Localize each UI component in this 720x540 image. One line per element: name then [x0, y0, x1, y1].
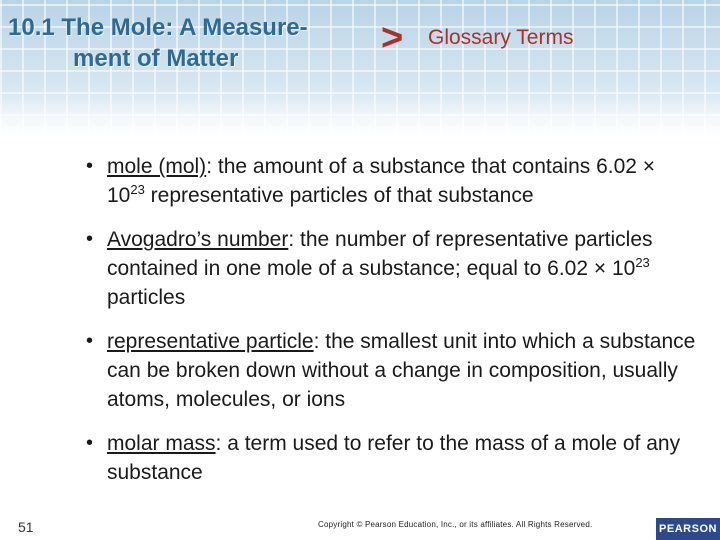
pearson-logo: PEARSON [656, 518, 720, 540]
glossary-definition: : the smallest unit into which a substance can be broken down without a change in composition, usually atoms, molecules, or ions [107, 330, 696, 411]
header-banner [0, 0, 720, 138]
superscript-exponent: 23 [635, 255, 650, 270]
page-number: 51 [18, 519, 34, 535]
glossary-term: representative particle [107, 330, 314, 353]
glossary-term: molar mass [107, 432, 216, 455]
glossary-definition: : the number of representative particles contained in one mole of a substance; equal to 6.02 × 10 [107, 228, 653, 280]
glossary-definition: : a term used to refer to the mass of a mole of any substance [107, 432, 681, 484]
section-title: Glossary Terms [428, 26, 574, 49]
glossary-term: Avogadro’s number [107, 228, 289, 251]
glossary-item [86, 327, 696, 414]
superscript-exponent: 23 [130, 182, 145, 197]
glossary-item [86, 225, 696, 312]
glossary-item [86, 429, 696, 487]
copyright-notice: Copyright © Pearson Education, Inc., or its affiliates. All Rights Reserved. [318, 520, 593, 529]
chevron-right-icon: > [381, 17, 404, 59]
glossary-term: mole (mol) [107, 155, 207, 178]
glossary-definition-end: representative particles of that substance [144, 184, 534, 207]
chapter-title-line1: 10.1 The Mole: A Measure- [8, 14, 308, 41]
chapter-title [8, 12, 378, 74]
glossary-definition: : the amount of a substance that contains 6.02 × 10 [107, 155, 656, 207]
glossary-item [86, 152, 696, 210]
chapter-title-line2: ment of Matter [73, 45, 239, 72]
glossary-definition-end: particles [107, 286, 186, 309]
glossary-list [86, 152, 696, 502]
